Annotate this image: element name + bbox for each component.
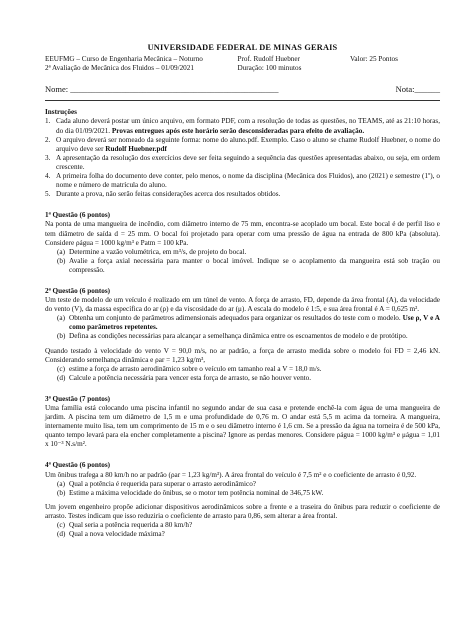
name-grade-row bbox=[45, 85, 440, 94]
q2-item-a: (a) Obtenha um conjunto de parâmetros adimensionais adequados para organizar os resultados do teste com o modelo. Use ρ, V e A como parâmetros repetentes. bbox=[57, 314, 440, 332]
professor-line: Prof. Rudolf Huebner bbox=[237, 55, 300, 64]
university-title: UNIVERSIDADE FEDERAL DE MINAS GERAIS bbox=[147, 43, 338, 52]
instruction-item: 3. A apresentação da resolução dos exercícios deve ser feita seguindo a sequência das questões apresentadas abaixo, ou seja, em ordem crescente. bbox=[45, 153, 440, 171]
instruction-item: 4. A primeira folha do documento deve conter, pelo menos, o nome da disciplina (Mecânica dos Fluidos), ano (2021) e semestre (1º), o nome e número de matrícula do aluno. bbox=[45, 172, 440, 190]
q2-body: Um teste de modelo de um veículo é realizado em um túnel de vento. A força de arrasto, FD, depende da área frontal (A), da velocidade do vento (V), da massa específica do ar (ρ) e da viscosidade do ar (μ). A escala do modelo é 1:5, e sua área frontal é A = 0,625 m². bbox=[45, 296, 440, 314]
grade-field: Nota:______ bbox=[395, 84, 440, 95]
instruction-item: 5. Durante a prova, não serão feitas considerações acerca dos resultados obtidos. bbox=[45, 190, 281, 199]
q2-item-c: (c) estime a força de arrasto aerodinâmico sobre o veículo em tamanho real a V = 18,0 m/s. bbox=[57, 364, 322, 373]
instruction-item: 2. O arquivo deverá ser nomeado da seguinte forma: nome do aluno.pdf. Exemplo. Caso o aluno se chame Rudolf Huebner, o nome do arquivo deve ser Rudolf Huebner.pdf bbox=[45, 135, 440, 153]
q4-item-a: (a) Qual a potência é requerida para superar o arrasto aerodinâmico? bbox=[57, 479, 256, 488]
q4-item-b: (b) Estime a máxima velocidade do ônibus, se o motor tem potência nominal de 346,75 kW. bbox=[57, 488, 324, 497]
q1-body: Na ponta de uma mangueira de incêndio, com diâmetro interno de 75 mm, encontra-se acoplado um bocal. Este bocal é de perfil liso e tem diâmetro de saída d = 25 mm. O bocal foi projetado para operar com uma pressão de água na entrada de 800 kPa (absoluta). Considere ρágua = 1000 kg/m³ e Patm = 100 kPa. bbox=[45, 220, 440, 247]
q4-item-d: (d) Qual a nova velocidade máxima? bbox=[57, 530, 165, 539]
duration-line: Duração: 100 minutos bbox=[237, 64, 302, 73]
instructions-list bbox=[45, 117, 440, 199]
divider bbox=[45, 100, 440, 101]
header-row-1 bbox=[45, 55, 440, 64]
q1-item-b: (b) Avalie a força axial necessária para manter o bocal imóvel. Indique se o acoplamento da mangueira está sob tração ou compressão. bbox=[57, 256, 440, 274]
q4-item-c: (c) Qual seria a potência requerida a 80 km/h? bbox=[57, 521, 193, 530]
q4-body: Um ônibus trafega a 80 km/h no ar padrão (ρar = 1,23 kg/m³). A área frontal do veículo é 7,5 m² e o coeficiente de arrasto é 0,92. bbox=[45, 470, 417, 479]
q3-title: 3ª Questão (7 pontos) bbox=[45, 394, 111, 403]
q4-title: 4ª Questão (6 pontos) bbox=[45, 461, 111, 470]
q2-item-d: (d) Calcule a potência necessária para vencer esta força de arrasto, se não houver vento. bbox=[57, 373, 312, 382]
instructions-title: Instruções bbox=[45, 108, 77, 117]
name-field: Nome: _________________________________________________ bbox=[45, 84, 279, 95]
q1-item-a: (a) Determine a vazão volumétrica, em m³/s, de projeto do bocal. bbox=[57, 247, 247, 256]
exam-line: 2ª Avaliação de Mecânica dos Fluidos – 01/09/2021 bbox=[45, 64, 194, 73]
value-line: Valor: 25 Pontos bbox=[350, 55, 398, 64]
q1-title: 1ª Questão (6 pontos) bbox=[45, 211, 111, 220]
instruction-item: 1. Cada aluno deverá postar um único arquivo, em formato PDF, com a resolução de todas as questões, no TEAMS, até as 21:10 horas, do dia 01/09/2021. Provas entregues após este horário serão desconsideradas para efeito de avaliação. bbox=[45, 117, 440, 135]
course-line: EEUFMG – Curso de Engenharia Mecânica – Noturno bbox=[45, 55, 203, 64]
q2-item-b: (b) Defina as condições necessárias para alcançar a semelhança dinâmica entre os escoamentos de modelo e de protótipo. bbox=[57, 332, 408, 341]
header-row-2 bbox=[45, 64, 440, 73]
q4-body-2: Um jovem engenheiro propõe adicionar dispositivos aerodinâmicos sobre a frente e a traseira do ônibus para reduzir o coeficiente de arrasto. Testes indicam que isso reduziria o coeficiente de arrasto para 0,86, sem alterar a área frontal. bbox=[45, 502, 440, 520]
q2-title: 2ª Questão (6 pontos) bbox=[45, 286, 111, 295]
q3-body: Uma família está colocando uma piscina infantil no segundo andar de sua casa e pretende enchê-la com água de uma mangueira de jardim. A piscina tem um diâmetro de 1,5 m e uma profundidade de 0,76 m. O andar está 5,5 m acima da torneira. A mangueira, internamente muito lisa, tem um comprimento de 15 m e o seu diâmetro interno é 1,6 cm. Se a pressão da água na torneira é de 500 kPa, quanto tempo levará para ela encher completamente a piscina? Ignore as perdas menores. Considere ρágua = 1000 kg/m³ e μágua = 1,01 x 10⁻³ N.s/m². bbox=[45, 404, 440, 449]
q2-body-2: Quando testado à velocidade do vento V = 90,0 m/s, no ar padrão, a força de arrasto medida sobre o modelo foi FD = 2,46 kN. Considerando semelhança dinâmica e ρar = 1,23 kg/m³, bbox=[45, 346, 440, 364]
